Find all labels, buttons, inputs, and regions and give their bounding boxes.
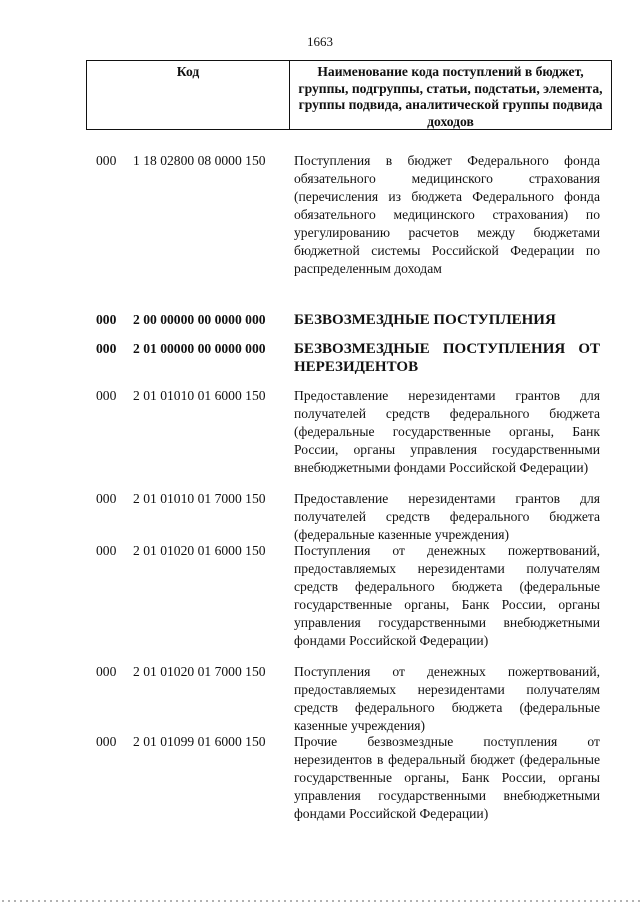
- row-income-name: Поступления в бюджет Федерального фонда обязательного медицинского страхования (перечисления из бюджета Федерального фонда обязательного медицинского страхования) по урегулированию расчетов между бюджетами бюджетной системы Российской Федерации по распределенным доходам: [294, 153, 600, 276]
- row-income-name: БЕЗВОЗМЕЗДНЫЕ ПОСТУПЛЕНИЯ ОТ НЕРЕЗИДЕНТОВ: [294, 341, 600, 375]
- row-income-name: БЕЗВОЗМЕЗДНЫЕ ПОСТУПЛЕНИЯ: [294, 312, 556, 328]
- row-admin-code: 000: [96, 543, 117, 558]
- row-income-code: 2 01 01099 01 6000 150: [133, 734, 266, 749]
- row-income-code: 2 01 01020 01 6000 150: [133, 543, 266, 558]
- row-admin-code: 000: [96, 734, 117, 749]
- row-income-name: Поступления от денежных пожертвований, предоставляемых нерезидентами получателям средств федерального бюджета (федеральные государственные органы, Банк России, органы управления государственными внебюджетными фондами Российской Федерации): [294, 543, 600, 648]
- row-income-code: 2 01 01020 01 7000 150: [133, 664, 266, 679]
- table-header: [86, 60, 612, 130]
- row-admin-code: 000: [96, 388, 117, 403]
- row-admin-code: 000: [96, 153, 117, 168]
- row-admin-code: 000: [96, 664, 117, 679]
- header-code-title: Код: [87, 61, 290, 129]
- page-number: 1663: [307, 34, 333, 49]
- row-income-code: 2 01 01010 01 6000 150: [133, 388, 266, 403]
- row-admin-code: 000: [96, 491, 117, 506]
- scan-edge-artifact: [0, 900, 640, 902]
- row-income-code: 2 01 00000 00 0000 000: [133, 341, 266, 356]
- row-income-code: 2 01 01010 01 7000 150: [133, 491, 266, 506]
- row-income-name: Предоставление нерезидентами грантов для получателей средств федерального бюджета (федеральные казенные учреждения): [294, 491, 600, 542]
- header-name-title: Наименование кода поступлений в бюджет, группы, подгруппы, статьи, подстатьи, элемента, группы подвида, аналитической группы подвида доходов: [298, 64, 603, 129]
- row-income-code: 1 18 02800 08 0000 150: [133, 153, 266, 168]
- row-income-code: 2 00 00000 00 0000 000: [133, 312, 266, 327]
- row-admin-code: 000: [96, 341, 117, 356]
- row-admin-code: 000: [96, 312, 117, 327]
- row-income-name: Предоставление нерезидентами грантов для получателей средств федерального бюджета (федеральные государственные органы, Банк России, органы управления государственными внебюджетными фондами Российской Федерации): [294, 388, 600, 475]
- row-income-name: Поступления от денежных пожертвований, предоставляемых нерезидентами получателям средств федерального бюджета (федеральные казенные учреждения): [294, 664, 600, 733]
- row-income-name: Прочие безвозмездные поступления от нерезидентов в федеральный бюджет (федеральные государственные органы, Банк России, органы управления государственными внебюджетными фондами Российской Федерации): [294, 734, 600, 821]
